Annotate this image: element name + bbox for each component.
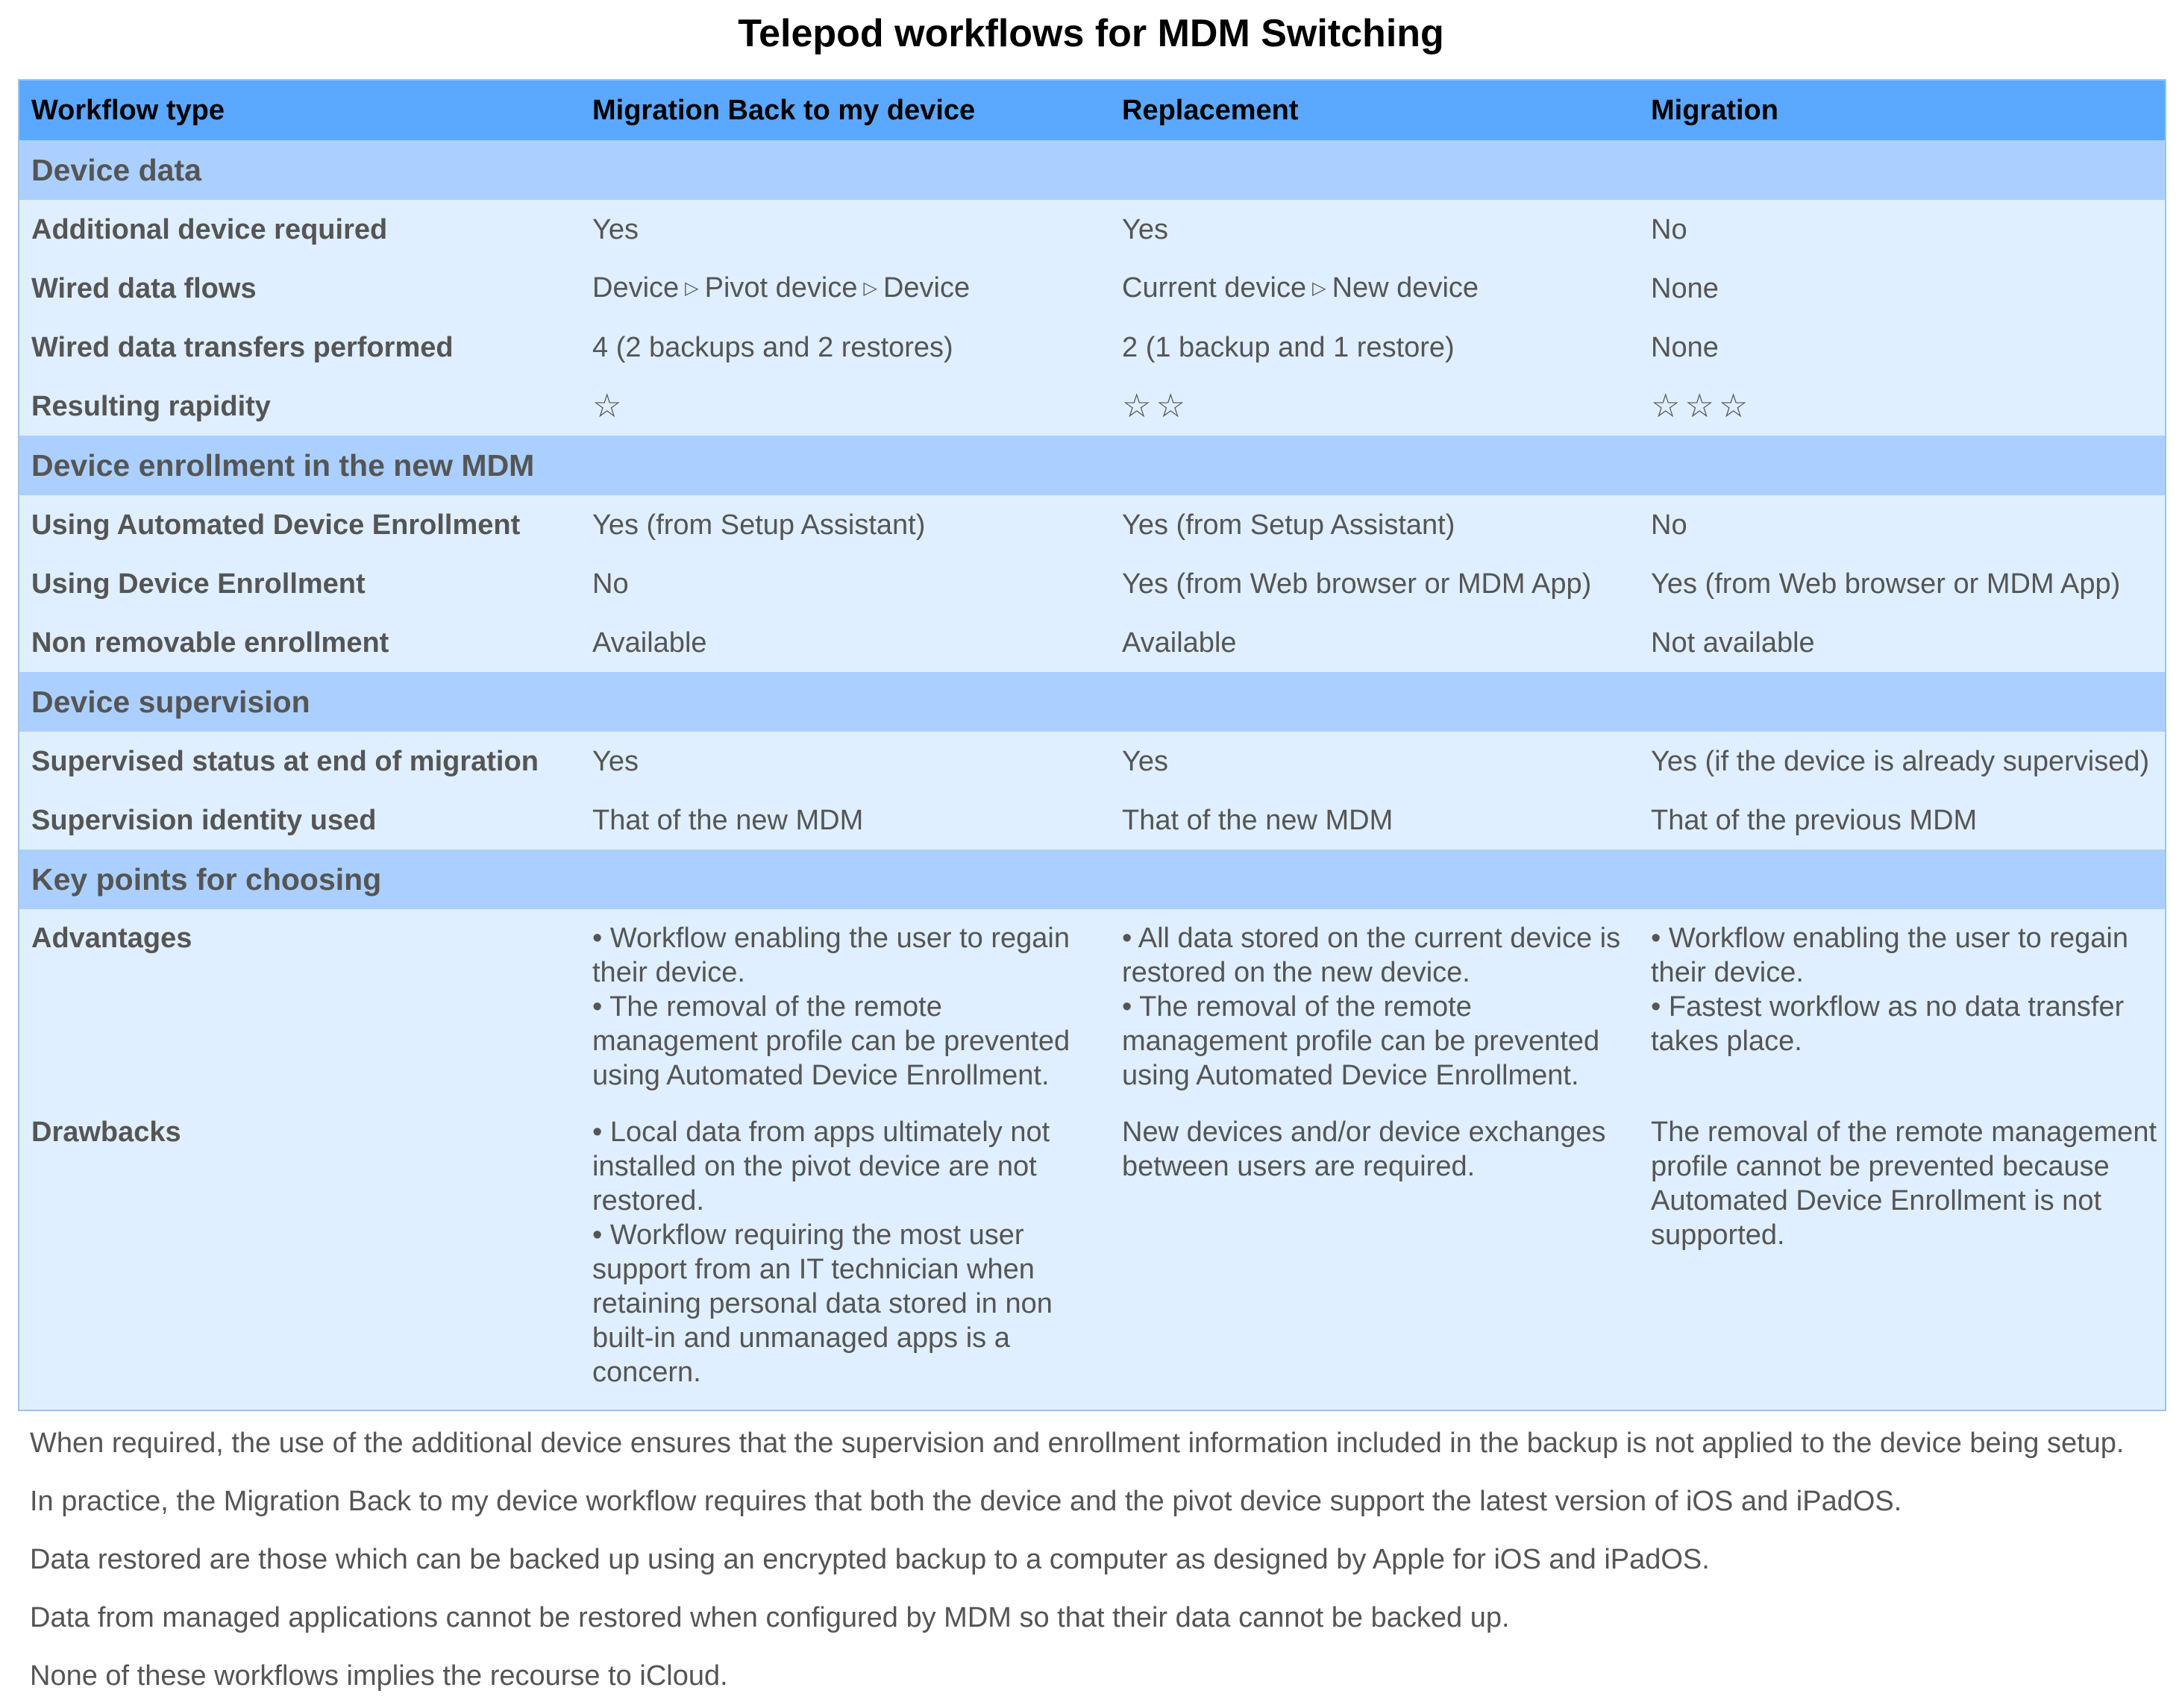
section-header-key-points (19, 850, 2165, 909)
flow-step: Device (592, 271, 680, 304)
table-header-row (19, 81, 2165, 140)
bullet-text: • The removal of the remote management profile can be prevented using Automated Device Enrollment. (1122, 991, 1600, 1091)
table-row-advantages (19, 909, 2165, 1103)
bullet-text: New devices and/or device exchanges between users are required. (1122, 1117, 1606, 1182)
table-row (19, 318, 2165, 377)
footnote: Data from managed applications cannot be restored when configured by MDM so that their data cannot be backed up. (30, 1602, 1510, 1633)
table-cell: Yes (if the device is already supervised) (1639, 732, 2165, 791)
table-cell (1110, 1103, 1639, 1400)
table-cell (1110, 909, 1639, 1103)
section-header-enrollment (19, 436, 2165, 495)
table-cell (580, 1103, 1110, 1400)
table-row (19, 495, 2165, 554)
row-label: Advantages (19, 909, 580, 1103)
row-label: Wired data transfers performed (19, 318, 580, 377)
header-workflow-type: Workflow type (19, 81, 580, 140)
table-cell (580, 259, 1110, 318)
table-cell: 4 (2 backups and 2 restores) (580, 318, 1110, 377)
table-row (19, 200, 2165, 259)
table-cell: Yes (from Web browser or MDM App) (1110, 554, 1639, 613)
row-label: Using Automated Device Enrollment (19, 495, 580, 554)
row-label: Supervision identity used (19, 791, 580, 850)
page-title: Telepod workflows for MDM Switching (738, 12, 1444, 55)
table-cell (580, 909, 1110, 1103)
row-label: Wired data flows (19, 259, 580, 318)
section-header-supervision (19, 672, 2165, 732)
table-cell: That of the new MDM (1110, 791, 1639, 850)
bullet-text: • The removal of the remote management profile can be prevented using Automated Device Enrollment. (592, 991, 1070, 1091)
header-migration-back: Migration Back to my device (580, 81, 1110, 140)
row-label: Non removable enrollment (19, 613, 580, 672)
triangle-right-icon: ▷ (863, 278, 877, 299)
footnote: In practice, the Migration Back to my device workflow requires that both the device and the pivot device support the latest version of iOS and iPadOS. (30, 1486, 1902, 1517)
flow-step: New device (1332, 271, 1479, 304)
bullet-text: • Fastest workflow as no data transfer takes place. (1651, 991, 2125, 1057)
section-title: Device supervision (19, 672, 2165, 732)
table-row-drawbacks (19, 1103, 2165, 1400)
flow-step: Device (882, 271, 971, 304)
section-title: Device data (19, 140, 2165, 200)
table-row (19, 377, 2165, 436)
header-replacement: Replacement (1110, 81, 1639, 140)
table-cell: None (1639, 318, 2165, 377)
row-label: Supervised status at end of migration (19, 732, 580, 791)
row-label: Additional device required (19, 200, 580, 259)
footnote: None of these workflows implies the recourse to iCloud. (30, 1660, 728, 1692)
star-rating: ☆☆ (1110, 377, 1639, 436)
table-cell: Yes (from Setup Assistant) (580, 495, 1110, 554)
table-cell: No (1639, 200, 2165, 259)
row-label: Using Device Enrollment (19, 554, 580, 613)
row-label: Resulting rapidity (19, 377, 580, 436)
table-cell: That of the previous MDM (1639, 791, 2165, 850)
table-row (19, 791, 2165, 850)
table-cell: Yes (from Setup Assistant) (1110, 495, 1639, 554)
comparison-table (18, 79, 2166, 1411)
table-cell: No (1639, 495, 2165, 554)
table-cell: No (580, 554, 1110, 613)
table-row (19, 259, 2165, 318)
bullet-text: • Workflow enabling the user to regain their device. (592, 923, 1070, 988)
triangle-right-icon: ▷ (1312, 278, 1326, 299)
table-cell: That of the new MDM (580, 791, 1110, 850)
flow-step: Pivot device (704, 271, 858, 304)
table-cell: Yes (1110, 200, 1639, 259)
row-label: Drawbacks (19, 1103, 580, 1400)
table-cell: Yes (580, 200, 1110, 259)
footnote: When required, the use of the additional device ensures that the supervision and enrollment information included in the backup is not applied to the device being setup. (30, 1428, 2125, 1459)
bullet-text: • All data stored on the current device is restored on the new device. (1122, 923, 1621, 988)
section-header-device-data (19, 140, 2165, 200)
table-row (19, 613, 2165, 672)
table-cell: Yes (1110, 732, 1639, 791)
bullet-text: • Workflow requiring the most user support from an IT technician when retaining personal data stored in non built-in and unmanaged apps is a concern. (592, 1219, 1053, 1388)
bullet-text: • Workflow enabling the user to regain their device. (1651, 923, 2128, 988)
star-rating: ☆☆☆ (1639, 377, 2165, 436)
bullet-text: The removal of the remote management profile cannot be prevented because Automated Device Enrollment is not supported. (1651, 1117, 2157, 1251)
bullet-text: • Local data from apps ultimately not installed on the pivot device are not restored. (592, 1117, 1050, 1216)
star-rating: ☆ (580, 377, 1110, 436)
header-migration: Migration (1639, 81, 2165, 140)
table-cell (1639, 1103, 2165, 1400)
footnote: Data restored are those which can be backed up using an encrypted backup to a computer as designed by Apple for iOS and iPadOS. (30, 1544, 1710, 1575)
section-title: Device enrollment in the new MDM (19, 436, 2165, 495)
table-cell: Available (1110, 613, 1639, 672)
table-cell (1110, 259, 1639, 318)
table-cell: Not available (1639, 613, 2165, 672)
table-row (19, 732, 2165, 791)
table-cell: Yes (580, 732, 1110, 791)
table-cell: Available (580, 613, 1110, 672)
triangle-right-icon: ▷ (685, 278, 699, 299)
flow-step: Current device (1122, 271, 1307, 304)
table-row (19, 554, 2165, 613)
table-cell: Yes (from Web browser or MDM App) (1639, 554, 2165, 613)
table-cell (1639, 909, 2165, 1103)
table-cell: None (1639, 259, 2165, 318)
footnotes (30, 1414, 2163, 1705)
table-cell: 2 (1 backup and 1 restore) (1110, 318, 1639, 377)
section-title: Key points for choosing (19, 850, 2165, 909)
